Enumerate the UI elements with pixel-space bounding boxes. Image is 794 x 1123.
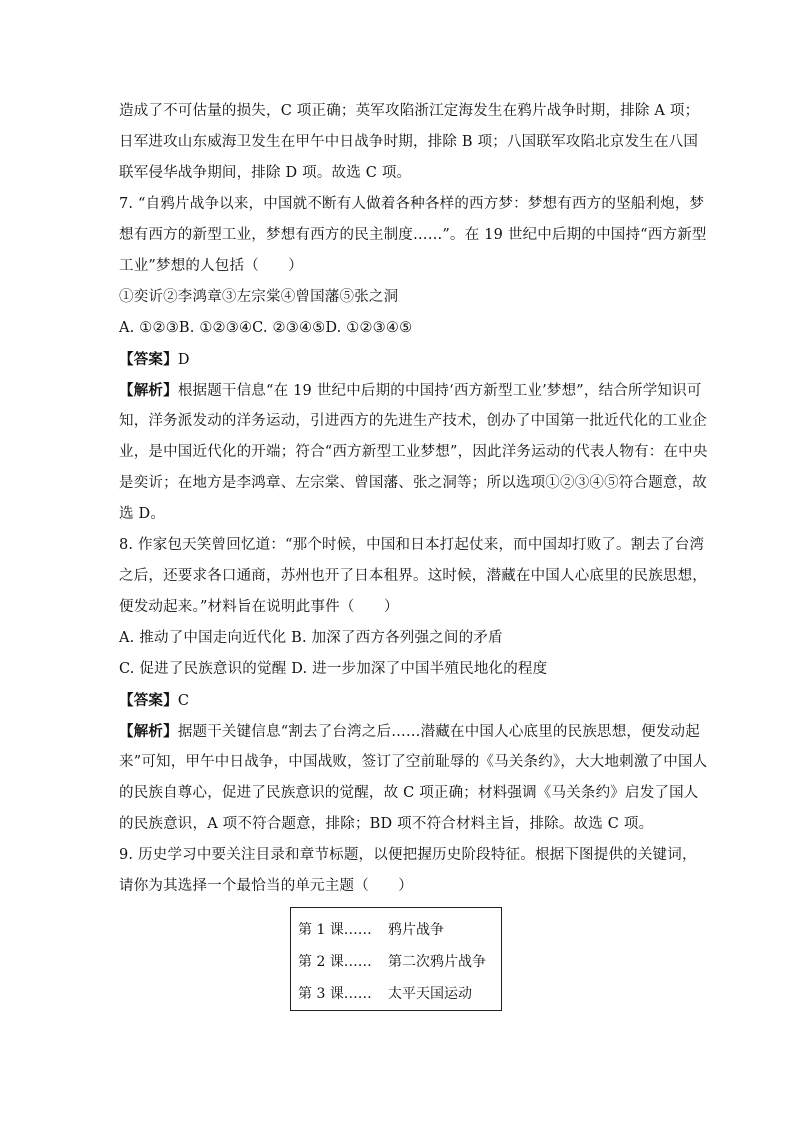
document-page [119,96,708,902]
question-8-options: C. 促进了民族意识的觉醒 D. 进一步加深了中国半殖民地化的程度 [119,661,548,677]
toc-lesson: 第 1 课…… [298,922,372,938]
question-7-answer [119,344,679,375]
analysis-text: 根据题干信息“在 19 世纪中后期的中国持‘西方新型工业’梦想”，结合所学知识可 [177,383,702,399]
question-9-stem: 9. 历史学习中要关注目录和章节标题，以便把握历史阶段特征。根据下图提供的关键词， [119,847,697,863]
toc-lesson: 第 2 课…… [298,954,372,970]
question-7-items: ①奕䜣②李鸿章③左宗棠④曾国藩⑤张之洞 [119,289,399,305]
question-8-options: A. 推动了中国走向近代化 B. 加深了西方各列强之间的矛盾 [119,630,503,646]
explanation-line: 日军进攻山东威海卫发生在甲午中日战争时期，排除 B 项；八国联军攻陷北京发生在八国 [119,134,699,150]
toc-row [291,946,501,978]
question-8-analysis: 来”可知，甲午中日战争，中国战败，签订了空前耻辱的《马关条约》，大大地刺激了中国人 [119,754,708,770]
analysis-tag: 【解析】 [119,382,178,399]
explanation-line: 联军侵华战争期间，排除 D 项。故选 C 项。 [119,165,412,181]
toc-title: 太平天国运动 [388,986,472,1002]
table-of-contents-box [290,907,502,1011]
question-8-stem: 8. 作家包天笑曾回忆道：“那个时候，中国和日本打起仗来，而中国却打败了。割去了台湾 [119,537,705,553]
question-7-analysis [119,375,702,406]
answer-tag: 【答案】 [119,351,178,368]
question-8-stem: 之后，还要求各口通商，苏州也开了日本租界。这时候，潜藏在中国人心底里的民族思想， [119,568,707,584]
explanation-line: 造成了不可估量的损失，C 项正确；英军攻陷浙江定海发生在鸦片战争时期，排除 A 项； [119,103,700,119]
toc-row [291,914,501,946]
analysis-text: 据题干关键信息“割去了台湾之后……潜藏在中国人心底里的民族思想，便发动起 [177,724,700,740]
question-7-analysis: 业，是中国近代化的开端；符合“西方新型工业梦想”，因此洋务运动的代表人物有：在中央 [119,444,708,460]
toc-lesson: 第 3 课…… [298,986,372,1002]
question-9-stem: 请你为其选择一个最恰当的单元主题（ ） [119,878,413,894]
question-8-analysis: 的民族自尊心，促进了民族意识的觉醒，故 C 项正确；材料强调《马关条约》启发了国人 [119,785,699,801]
question-7-analysis: 知，洋务派发动的洋务运动，引进西方的先进生产技术，创办了中国第一批近代化的工业企 [119,413,707,429]
question-8-answer [119,685,679,716]
question-7-options: A. ①②③B. ①②③④C. ②③④⑤D. ①②③④⑤ [119,320,413,336]
question-7-stem: 想有西方的新型工业，梦想有西方的民主制度……”。在 19 世纪中后期的中国持“西方新型 [119,227,707,243]
answer-tag: 【答案】 [119,692,178,709]
toc-row [291,978,501,1010]
question-8-analysis: 的民族意识，A 项不符合题意，排除；BD 项不符合材料主旨，排除。故选 C 项。 [119,816,654,832]
question-7-analysis: 是奕䜣；在地方是李鸿章、左宗棠、曾国藩、张之洞等；所以选项①②③④⑤符合题意，故 [119,475,707,491]
question-7-stem: 7. “自鸦片战争以来，中国就不断有人做着各种各样的西方梦：梦想有西方的坚船利炮，梦 [119,196,705,212]
answer-value: C [177,693,190,709]
question-8-analysis [119,716,700,747]
analysis-tag: 【解析】 [119,723,178,740]
question-7-analysis: 选 D。 [119,506,166,522]
toc-title: 鸦片战争 [388,922,444,938]
question-7-stem: 工业”梦想的人包括（ ） [119,258,304,274]
question-8-stem: 便发动起来。”材料旨在说明此事件（ ） [119,599,399,615]
toc-title: 第二次鸦片战争 [388,954,486,970]
answer-value: D [177,352,190,368]
